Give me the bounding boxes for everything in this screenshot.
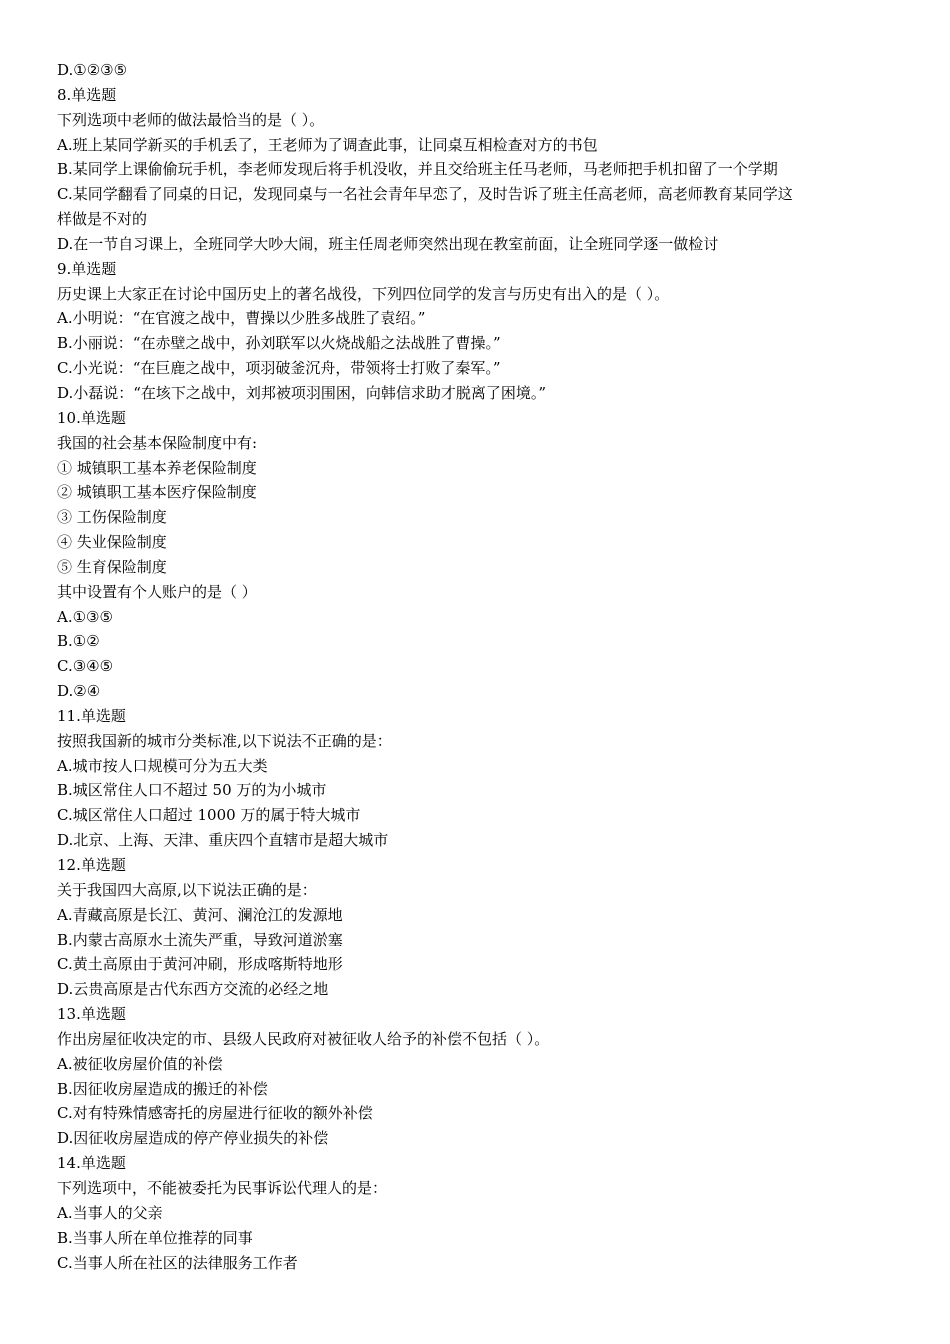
text-line: 作出房屋征收决定的市、县级人民政府对被征收人给予的补偿不包括（ ）。 (57, 1029, 550, 1048)
text-line: C.某同学翻看了同桌的日记，发现同桌与一名社会青年早恋了，及时告诉了班主任高老师，高老师教育某同学这 (57, 185, 793, 204)
text-line: C.城区常住人口超过 1000 万的属于特大城市 (57, 806, 361, 825)
text-line: A.小明说：“在官渡之战中，曹操以少胜多战胜了袁绍。” (57, 309, 426, 328)
text-line: A.①③⑤ (57, 607, 113, 626)
text-line: B.城区常住人口不超过 50 万的为小城市 (57, 781, 327, 800)
text-line: 按照我国新的城市分类标准,以下说法不正确的是： (57, 731, 392, 750)
question-type-label: 10.单选题 (57, 408, 126, 427)
text-line: 关于我国四大高原,以下说法正确的是： (57, 880, 317, 899)
text-line: B.内蒙古高原水土流失严重，导致河道淤塞 (57, 930, 343, 949)
text-line: D.②④ (57, 682, 101, 701)
text-line: C.对有特殊情感寄托的房屋进行征收的额外补偿 (57, 1104, 373, 1123)
text-line: ② 城镇职工基本医疗保险制度 (57, 483, 257, 502)
text-line: D.①②③⑤ (57, 61, 128, 79)
document-body (57, 58, 897, 1275)
text-line: B.因征收房屋造成的搬迁的补偿 (57, 1079, 268, 1098)
text-line: B.当事人所在单位推荐的同事 (57, 1228, 253, 1247)
text-line: C.③④⑤ (57, 657, 114, 676)
question-type-label: 12.单选题 (57, 856, 126, 874)
question-type-label: 11.单选题 (57, 706, 126, 725)
text-line: D.云贵高原是古代东西方交流的必经之地 (57, 980, 329, 999)
text-line: B.某同学上课偷偷玩手机，李老师发现后将手机没收，并且交给班主任马老师，马老师把手机扣留了一个学期 (57, 160, 778, 179)
text-line: ④ 失业保险制度 (57, 533, 167, 552)
question-type-label: 8.单选题 (57, 85, 117, 104)
question-type-label: 13.单选题 (57, 1005, 126, 1024)
text-line: C.小光说：“在巨鹿之战中，项羽破釜沉舟，带领将士打败了秦军。” (57, 359, 501, 378)
text-line: 其中设置有个人账户的是（ ） (57, 582, 257, 601)
text-line: A.班上某同学新买的手机丢了，王老师为了调查此事，让同桌互相检查对方的书包 (57, 135, 598, 154)
text-line: D.因征收房屋造成的停产停业损失的补偿 (57, 1129, 329, 1148)
text-line: 历史课上大家正在讨论中国历史上的著名战役，下列四位同学的发言与历史有出入的是（ ）。 (57, 284, 670, 303)
question-type-label: 14.单选题 (57, 1154, 126, 1173)
text-line: 我国的社会基本保险制度中有: (57, 433, 258, 452)
text-line: C.黄土高原由于黄河冲刷，形成喀斯特地形 (57, 955, 343, 974)
text-line: 下列选项中老师的做法最恰当的是（ ）。 (57, 110, 325, 129)
text-line: D.北京、上海、天津、重庆四个直辖市是超大城市 (57, 831, 389, 850)
text-line: A.青藏高原是长江、黄河、澜沧江的发源地 (57, 905, 343, 924)
text-line: 下列选项中，不能被委托为民事诉讼代理人的是： (57, 1178, 388, 1197)
text-line: D.小磊说：“在垓下之战中，刘邦被项羽围困，向韩信求助才脱离了困境。” (57, 383, 547, 402)
text-line: A.被征收房屋价值的补偿 (57, 1054, 223, 1073)
text-line: ③ 工伤保险制度 (57, 508, 167, 527)
text-line: C.当事人所在社区的法律服务工作者 (57, 1253, 298, 1272)
text-line: B.①② (57, 632, 100, 651)
text-line: ① 城镇职工基本养老保险制度 (57, 458, 257, 477)
text-line: ⑤ 生育保险制度 (57, 557, 167, 576)
text-line: A.城市按人口规模可分为五大类 (57, 756, 268, 775)
question-type-label: 9.单选题 (57, 259, 117, 278)
text-line: B.小丽说：“在赤壁之战中，孙刘联军以火烧战船之法战胜了曹操。” (57, 334, 501, 353)
text-line: D.在一节自习课上，全班同学大吵大闹，班主任周老师突然出现在教室前面，让全班同学逐一做检讨 (57, 234, 719, 253)
text-line: A.当事人的父亲 (57, 1203, 163, 1222)
text-line: 样做是不对的 (57, 210, 148, 229)
